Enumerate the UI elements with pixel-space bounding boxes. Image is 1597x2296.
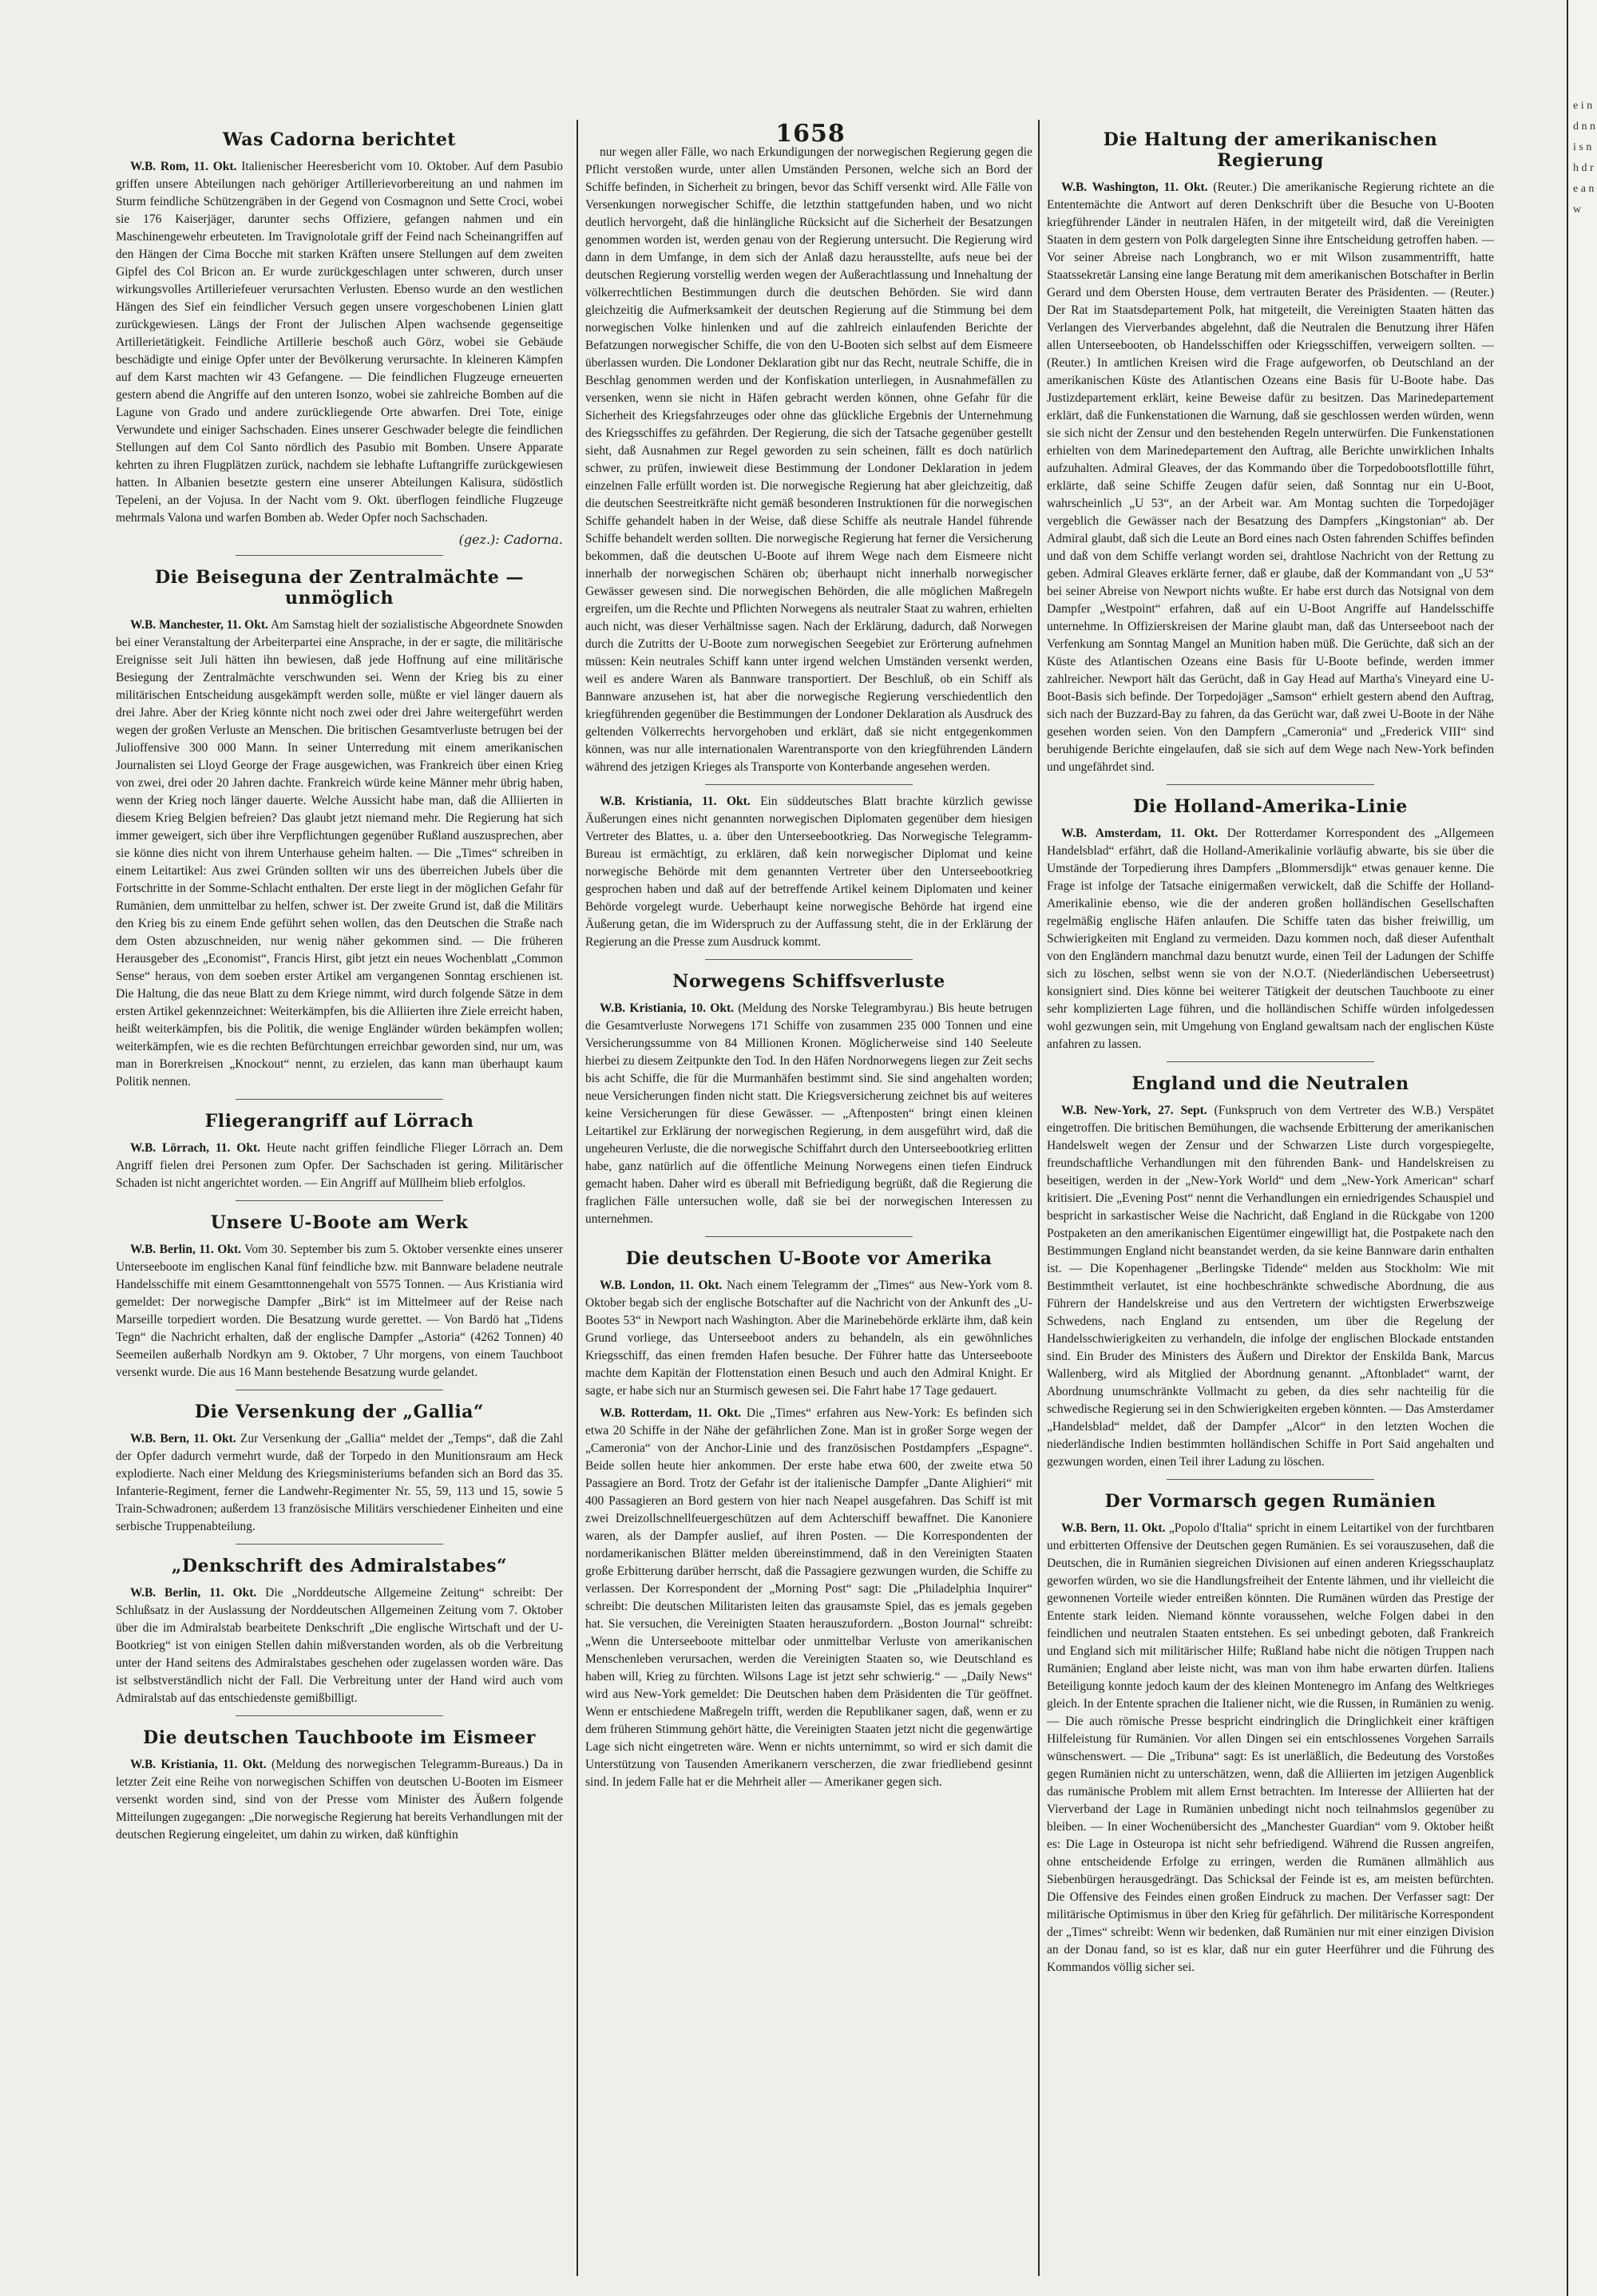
article-body: [585, 1000, 1032, 1228]
dateline: W.B. Washington, 11. Okt.: [1061, 180, 1208, 194]
dateline: W.B. London, 11. Okt.: [600, 1279, 723, 1292]
body-text: Heute nacht griffen feindliche Flieger Lörrach an. Dem Angriff fielen drei Personen zum Opfer. Der Sachschaden ist gering. Militärischer Schaden ist nicht angerichtet worden. — Ein Angriff auf Müllheim blieb erfolglos.: [116, 1141, 563, 1190]
dateline: W.B. Amsterdam, 11. Okt.: [1061, 827, 1219, 840]
body-text: Die „Norddeutsche Allgemeine Zeitung“ schreibt: Der Schlußsatz in der Auslassung der Norddeutschen Allgemeinen Zeitung vom 7. Oktober über die im Admiralstab bearbeitete Denkschrift „Die englische Wirtschaft und der U-Bootkrieg“ ist von einigen Stellen dahin mißverstanden worden, als ob die Verbreitung unter der Hand seitens des Admiralstabes geschehen oder zugelassen worden wäre. Das ist selbstverständlich nicht der Fall. Die Verbreitung unter der Hand wird auch vom Admiralstab auf das entschiedenste gemißbilligt.: [116, 1586, 563, 1705]
separator: [236, 555, 443, 556]
separator: [1167, 1479, 1374, 1480]
article-u-boote-amerika: [585, 1248, 1032, 1400]
separator: [1167, 1061, 1374, 1062]
article-body: [585, 793, 1032, 951]
separator: [1167, 784, 1374, 785]
adjacent-page-edge: [1567, 0, 1597, 2296]
article-eismeer: [116, 1727, 563, 1844]
article-body: [116, 158, 563, 527]
dateline: W.B. Berlin, 11. Okt.: [130, 1243, 241, 1256]
article-rotterdam: [585, 1405, 1032, 1791]
headline: Die Haltung der amerikanischen Regierung: [1103, 129, 1438, 171]
article-cadorna: [116, 129, 563, 547]
separator: [705, 1236, 913, 1237]
headline: Die deutschen Tauchboote im Eismeer: [143, 1727, 536, 1748]
article-loerrach: [116, 1111, 563, 1192]
article-body: [1047, 825, 1494, 1053]
article-body: [1047, 1520, 1494, 1977]
body-text: nur wegen aller Fälle, wo nach Erkundigungen der norwegischen Regierung gegen die Pflicht verstoßen wurde, unter allen Umständen Personen, welche sich an Bord der Schiffe befinden, in Sicherheit zu bringen, bevor das Schiff versenkt wird. Alle Fälle von Versenkungen norwegischer Schiffe, die letzthin stattgefunden haben, und wo nicht deutlich hervorgeht, daß die hinlängliche Rücksicht auf die Sicherheit der Besatzungen genommen worden ist, werden genau von der Regierung untersucht. Die Regierung wird dann in dem Umfange, in dem sich der Anlaß dazu herausstellte, aufs neue bei der deutschen Regierung vorstellig werden wegen der Außerachtlassung und Innehaltung der völkerrechtlichen Bestimmungen durch die deutschen Behörden. Sie wird dann gleichzeitig die Aufmerksamkeit der deutschen Regierung auf die Stimmung bei dem norwegischen Volke hinlenken und auf die zahlreich einlaufenden Berichte der Befatzungen norwegischer Schiffe, die von den U-Booten sich selbst auf dem Eismeere überlassen wurden. Die Londoner Deklaration gibt nur das Recht, neutrale Schiffe, die in Beschlag genommen werden und der Konfiskation unterliegen, in Ausnahmefällen zu versenken, wenn sie nicht in Häfen gebracht werden können, ohne Gefahr für die Sicherheit des Kriegsfahrzeuges oder ohne das glückliche Ergebnis der Unternehmung des Kriegsschiffes zu gefährden. Der Regierung, die sich der Tatsache gegenüber gestellt sieht, daß Ausnahmen zur Regel geworden zu sein scheinen, fällt es doch natürlich schwer, zu prüfen, inwieweit diese Bestimmung der Londoner Deklaration in jedem einzelnen Falle erfüllt worden ist. Die norwegische Regierung hat aber gleichzeitig, daß die deutschen Seestreitkräfte nicht gemäß besonderen Instruktionen für die norwegischen Schiffe gehandelt haben in der Weise, daß diese Schiffe als neutrale Handel führende Schiffe behandelt werden sollten. Die norwegische Regierung hat ferner die Versicherung bekommen, daß die deutschen U-Boote auf ihrem Wege nach dem Eismeere nicht innerhalb der norwegischen Schären ob; überhaupt nicht innerhalb norwegischer Gewässer gewesen sind. Die norwegischen Behörden, die alle möglichen Maßregeln ergreifen, um die Rechte und Pflichten Norwegens als neutraler Staat zu wahren, erhielten auch nicht, was dieser Verhältnisse sagen. Nach der Erklärung, dadurch, daß Norwegen durch die Zutritts der U-Boote zum norwegischen Seegebiet zur Erörterung aufnehmen müssen: Kein neutrales Schiff kann unter irgend welchen Umständen versenkt werden, weil es andere Waren als Bannware transportiert. Der Beschluß, ob ein Schiff als Bannware anzusehen ist, hat aber die norwegische Regierung verschiedentlich den kriegführenden gegenüber die Bestimmungen der Londoner Deklaration als Ausdruck des geltenden Völkerrechts hervorgehoben und erklärt, daß sie nicht entgegenkommen können, was nur alle internationalen Warentransporte von den kriegführenden Ländern während des jetzigen Krieges als Transporte von Konterbande angesehen werden.: [585, 145, 1032, 774]
adjacent-page-text: e i n d n n i s n h d r e a n w: [1573, 100, 1595, 216]
headline: Die Holland-Amerika-Linie: [1133, 796, 1408, 817]
dateline: W.B. Bern, 11. Okt.: [130, 1432, 236, 1445]
headline: Die Versenkung der „Gallia“: [194, 1402, 485, 1422]
article-eismeer-continued: [585, 144, 1032, 776]
article-amerikanische-regierung: [1047, 129, 1494, 776]
body-text: (Funkspruch von dem Vertreter des W.B.) Verspätet eingetroffen. Die britischen Bemühungen, die wachsende Erbitterung der amerikanischen Handelswelt wegen der Zensur und der Schwarzen Liste durch vorgespiegelte, freundschaftliche Verhandlungen mit den führenden Bank- und Handelskreisen zu beseitigen, werden in der „New-York World“ und dem „New-York American“ scharf kritisiert. Die „Evening Post“ nennt die Verhandlungen ein erniedrigendes Schauspiel und bespricht in sarkastischer Weise die Nachricht, daß England in die Rückgabe von 1200 Postpaketen an den amerikanischen Eigentümer eingewilligt hat, die Postpakete nach den Bestimmungen England nicht beanstandet werden, da sie keine Bannware darin enthalten ist. — Die Kopenhagener „Berlingske Tidende“ melden aus Stockholm: Wie mit Bestimmtheit verlautet, ist eine hochbeschränkte schwedische Abordnung, die aus Führern der Handelskreise und aus den Vertretern der wichtigsten Erwerbszweige Schwedens, nach England zu entsenden, um über die Regelung der Handelsschwierigkeiten zu verhandeln, die infolge der englischen Blockade entstanden sind. Ein Bruder des Ministers des Äußern und Direktor der Enskilda Bank, Marcus Wallenberg, wird als Mitglied der Abordnung genannt. „Aftonbladet“ warnt, der Abordnung unumschränkte Vollmacht zu geben, da dies sehr nachteilig für die schwedische Regierung sei in den Schwierigkeiten ergeben könnten. — Das Amsterdamer „Handelsblad“ meldet, daß der Dampfer „Alcor“ in den letzten Wochen die niederländische Indien bestimmten holländischen Schiffe in Port Said angehalten und gezwungen worden, einen Teil ihrer Ladung zu löschen.: [1047, 1104, 1494, 1469]
body-text: (Meldung des norwegischen Telegramm-Bureaus.) Da in letzter Zeit eine Reihe von norwegischen Schiffen von deutschen U-Booten im Eismeer versenkt worden sind, sind von der Presse vom Minister des Äußern folgende Mitteilungen zugegangen: „Die norwegische Regierung hat bereits Verhandlungen mit der deutschen Regierung eingeleitet, um dahin zu wirken, daß künftighin: [116, 1758, 563, 1842]
article-schiffsverluste: [585, 971, 1032, 1228]
headline: Was Cadorna berichtet: [223, 129, 456, 150]
article-body: [116, 1241, 563, 1382]
body-text: Am Samstag hielt der sozialistische Abgeordnete Snowden bei einer Veranstaltung der Arbeiterpartei eine Ansprache, in der er sagte, die militärische Ereignisse seit Juli hätten ihn bewiesen, daß jede Hoffnung auf eine militärische Besiegung der Zentralmächte verschwunden sei. Wenn der Krieg bis zu einer militärischen Entscheidung ausgekämpft werden solle, müßte er viel länger dauern als drei Jahre. Aber der Krieg könnte nicht noch zwei oder drei Jahre weitergeführt werden wegen der großen Verluste an Menschen. Die britischen Gesamtverluste betrugen bei der Julioffensive 300 000 Mann. In seiner Unterredung mit einem amerikanischen Journalisten sei Lloyd George der Frage ausgewichen, was Frankreich über einen Krieg von zwei, drei oder 20 Jahren dachte. Frankreich würde keine Männer mehr übrig haben, wenn der Krieg noch länger dauerte. Welche Aussicht habe man, daß die Alliierten in diesem Krieg Belgien befreien? Das glaubt jetzt niemand mehr. Die Regierung hat sich immer geweigert, sich über ihre Verpflichtungen gegenüber Rußland auszusprechen, aber sie könne dies nicht von ihrem Unterhause geheim halten. — Die „Times“ schreiben in einem Leitartikel: Aus zwei Gründen sollten wir uns des überreichen Jubels über die Fortschritte in der Somme-Schlacht enthalten. Der erste liegt in der möglichen Gefahr für Rumänien, dem unmittelbar zu helfen, schwer ist. Der zweite Grund ist, daß die Militärs den Krieg bis zu einem Ende geführt sehen wollen, das den Deutschen die Straße nach dem Osten abzuschneiden, nur wenig näher gekommen sind. — Die früheren Herausgeber des „Economist“, Francis Hirst, gibt jetzt ein neues Wochenblatt „Common Sense“ heraus, von dem soeben erster Artikel am vergangenen Sonntag erschienen ist. Die Haltung, die das neue Blatt zu dem Kriege nimmt, wird durch folgende Sätze in dem ersten Artikel gekennzeichnet: Weiterkämpfen, bis die Alliierten ihre Ziele erreicht haben, heißt weiterkämpfen, bis die Politik, die wenige Engländer würden bekämpfen wollen; weiterkämpfen, wie es die rechten Befürchtungen erreichbar geworden sind, nur um, was man in Borerkreisen „Knockout“ nennt, zu erzielen, das kann man überhaupt kaum Politik nennen.: [116, 618, 563, 1089]
article-body: [116, 1140, 563, 1192]
headline: Unsere U-Boote am Werk: [210, 1212, 469, 1233]
article-gallia: [116, 1402, 563, 1536]
article-body: [585, 1405, 1032, 1791]
dateline: W.B. Rotterdam, 11. Okt.: [600, 1406, 742, 1420]
article-body: [116, 1430, 563, 1536]
page-number: 1658: [775, 120, 846, 148]
body-text: Der Rotterdamer Korrespondent des „Allgemeen Handelsblad“ erfährt, daß die Holland-Amerikalinie vorläufig abwarte, bis sie über die Umstände der Torpedierung ihres Dampfers „Blommersdijk“ etwas genauer kenne. Die Frage ist infolge der Tatsache einigermaßen verwickelt, daß die Schiffe der Holland-Amerikalinie ebenso, wie die der anderen großen holländischen Gesellschaften regelmäßig englische Häfen anlaufen. Die Schiffe taten das bisher freiwillig, um Schwierigkeiten mit England zu vermeiden. Dazu kommen noch, daß dieser Aufenthalt von den Engländern manchmal dazu benutzt wurde, einen Teil der Ladungen der Schiffe sich zu löschen, selbst wenn sie von der N.O.T. (Niederländischen Ueberseetrust) konsigniert sind. Dies könne bei weiterer Tätigkeit der deutschen Tauchboote zu einer sehr komplizierten Lage führen, und die holländischen Schiffe würden infolgedessen wohl gezwungen sein, mit Umgehung von England gewaltsam nach der englischen Küste anfahren zu lassen.: [1047, 827, 1494, 1051]
headline: Die Beiseguna der Zentralmächte — unmöglich: [155, 567, 524, 609]
headline: England und die Neutralen: [1131, 1073, 1409, 1094]
dateline: W.B. Kristiania, 10. Okt.: [600, 1001, 734, 1015]
column-2: [585, 144, 1032, 2292]
article-u-boote-werk: [116, 1212, 563, 1382]
article-body: [116, 1756, 563, 1844]
separator: [236, 1200, 443, 1201]
body-text: Ein süddeutsches Blatt brachte kürzlich gewisse Äußerungen eines nicht genannten norwegischen Diplomaten gegenüber dem hiesigen Vertreter des Blattes, u. a. über den Unterseebootkrieg. Das Norwegische Telegramm-Bureau ist ermächtigt, zu erklären, daß kein norwegischer Diplomat und keine norwegische Behörde mit dem genannten Vertreter über den Unterseebootkrieg gesprochen haben und daß auf der betreffende Artikel keinem Diplomaten und keiner Behörde vorgelegt wurde. Ueberhaupt keine norwegische Behörde hat irgend eine Äußerung getan, die im Widerspruch zu der Auffassung steht, die in der Erklärung der Regierung an die Presse zum Ausdruck kommt.: [585, 795, 1032, 949]
article-body: [1047, 1102, 1494, 1471]
article-zentralmaechte: [116, 567, 563, 1091]
body-text: Nach einem Telegramm der „Times“ aus New-York vom 8. Oktober begab sich der englische Botschafter auf die Nachricht von der Ankunft des „U-Bootes 53“ in Newport nach Washington. Aber die Marinebehörde erklärte ihm, daß kein Grund vorliege, das Unterseeboot anders zu behandeln, als ein gewöhnliches Kriegsschiff, das einen fremden Hafen besuche. Der Führer hatte das Unterseeboote machte dem Kapitän der Flottenstation einen Besuch und auch den Admiral Knight. Er sagte, er habe sich nur an Sturmisch gewesen sei. Die Fahrt habe 17 Tage gedauert.: [585, 1279, 1032, 1398]
dateline: W.B. Berlin, 11. Okt.: [130, 1586, 257, 1600]
dateline: W.B. Kristiania, 11. Okt.: [130, 1758, 267, 1771]
article-body: [116, 1584, 563, 1707]
dateline: W.B. Rom, 11. Okt.: [130, 160, 237, 173]
dateline: W.B. Kristiania, 11. Okt.: [600, 795, 751, 808]
dateline: W.B. Bern, 11. Okt.: [1061, 1521, 1166, 1535]
article-body: [1047, 179, 1494, 776]
separator: [236, 1715, 443, 1716]
body-text: Die „Times“ erfahren aus New-York: Es befinden sich etwa 20 Schiffe in der Nähe der gefährlichen Zone. Man ist in großer Sorge wegen der „Cameronia“ von der Anchor-Linie und des französischen Postdampfers „Espagne“. Beide sollen heute hier ankommen. Der erste habe etwa 600, der zweite etwa 50 Passagiere an Bord. Trotz der Gefahr ist der italienische Dampfer „Dante Alighieri“ mit 400 Passagieren an Bord gestern von hier nach Neapel ausgefahren. Das Schiff ist mit zwei Dreizollschnellfeuergeschützen auf dem Achterschiff bewaffnet. Die Kanoniere waren, als der Dampfer auslief, auf ihren Posten. — Die Korrespondenten der nordamerikanischen Blätter melden übereinstimmend, daß in den Vereinigten Staaten große Erbitterung darüber herrscht, daß die Passagiere gezwungen wurden, die Schiffe zu verlassen. Der Korrespondent der „Morning Post“ sagt: Die „Philadelphia Inquirer“ schreibt: Die deutschen Militaristen leiten das grausamste Spiel, das es jemals gegeben hat. Sie versuchen, die Vereinigten Staaten herauszufordern. „Boston Journal“ schreibt: „Wenn die Unterseeboote mittelbar oder unmittelbar Verluste von amerikanischen Menschenleben verursachen, werden die Vereinigten Staaten so, wie Deutschland es haben will, Krieg zu fürchten. Wilsons Lage ist jetzt sehr schwierig.“ — „Daily News“ wird aus New-York gemeldet: Die Deutschen haben dem Präsidenten die Tür geöffnet. Wenn er entschiedene Maßregeln trifft, werden die Republikaner sagen, daß, wenn er zu dem früheren Stimmung gehört hätte, die Vereinigten Staaten jetzt nicht die gegenwärtige Lage sich nicht eingetreten wäre. Wenn er nichts unternimmt, so wird er sich damit die Unterstützung von Tausenden Amerikanern verscherzen, die zwar friedliebend gesinnt sind. In jedem Falle hat er die Mehrheit aller — Amerikaner gegen sich.: [585, 1406, 1032, 1789]
headline: Fliegerangriff auf Lörrach: [204, 1111, 474, 1132]
headline: Norwegens Schiffsverluste: [672, 971, 945, 992]
article-denkschrift: [116, 1556, 563, 1707]
body-text: Zur Versenkung der „Gallia“ meldet der „Temps“, daß die Zahl der Opfer dadurch vermehrt wurde, daß der Torpedo in den Munitionsraum am Heck explodierte. Nach einer Meldung des Kriegsministeriums befanden sich an Bord das 35. Infanterie-Regiment, ferner die Landwehr-Regimenter Nr. 55, 59, 113 und 15, sowie 5 Train-Schwadronen; außerdem 13 französische Militärs verschiedener Einheiten und eine serbische Truppenabteilung.: [116, 1432, 563, 1533]
headline: Der Vormarsch gegen Rumänien: [1104, 1491, 1437, 1512]
article-kristiania-diplomat: [585, 793, 1032, 951]
headline: Die deutschen U-Boote vor Amerika: [625, 1248, 993, 1269]
article-body: [585, 1277, 1032, 1400]
headline: „Denkschrift des Admiralstabes“: [171, 1556, 508, 1576]
article-vormarsch-rumaenien: [1047, 1491, 1494, 1977]
column-rule: [1038, 120, 1040, 2276]
body-text: „Popolo d'Italia“ spricht in einem Leitartikel von der furchtbaren und erbitterten Offensive der Deutschen gegen Rumänien. Es sei vorauszusehen, daß die Deutschen, die in Rumänien siegreichen Divisionen auf einen anderen Kriegsschauplatz geworfen würden, wo sie die Handlungsfreiheit der Entente lähmen, und ihr vielleicht die gewonnenen Vorteile wieder entreißen könnten. Die Rumänen würden das Prestige der Entente stark leiden. Niemand könnte voraussehen, welche Folgen dabei in den feindlichen und neutralen Staaten entstehen. Es sei unbedingt geboten, daß Frankreich und England sich mit militärischer Hilfe; Rußland habe nicht die nötigen Truppen nach Rumänien; England aber leiste nicht, was man von ihm habe erwarten dürfen. Italiens Beteiligung konnte jedoch kaum der des kleinen Montenegro im Anfang des Weltkrieges gleich. In der Entente sprachen die Italiener nicht, wie die Russen, in Rumänien zu wenig. — Die auch römische Presse bespricht eindringlich die Dringlichkeit einer kräftigen Hilfeleistung für Rumänien. Vor allen Dingen sei ein entschlossenes Vorgehen Sarrails wünschenswert. — Die „Tribuna“ sagt: Es ist unerläßlich, die Bedeutung des Vorstoßes gegen Rumänien nicht zu unterschätzen, wenn, daß die Alliierten im jetzigen Augenblick das rumänische Problem mit allem Ernst betrachten. Im Interesse der Alliierten hat der Vierverband der Lage in Rumänien unbedingt nicht noch teilnahmslos gegenüber zu bleiben. — In einer Wochenübersicht des „Manchester Guardian“ vom 9. Oktober heißt es: Die Lage in Osteuropa ist nicht sehr befriedigend. Während die Russen angreifen, ohne entscheidende Erfolge zu erringen, werden die Rumänen allmählich aus Siebenbürgen herausgedrängt. Das Schicksal der Feinde ist es, am meisten befürchten. Die Offensive des Feindes einen großen Eindruck zu machen. Der Verfasser sagt: Der militärische Optimismus in über den Krieg für gefährlich. Der militärische Korrespondent der „Times“ schreibt: Wenn wir bedenken, daß Rumänien nur mit einer einzigen Division an der Donau fand, so ist es klar, daß nur ein guter Heerführer und die Führung des Kommandos völlig sicher sei.: [1047, 1521, 1494, 1974]
body-text: (Reuter.) Die amerikanische Regierung richtete an die Ententemächte die Antwort auf deren Denkschrift über die Besuche von U-Booten kriegführender Länder in neutralen Häfen, in der mitgeteilt wird, daß die Vereinigten Staaten in dem gestern von Polk dargelegten Sinne ihre Entscheidung getroffen haben. — Vor seiner Abreise nach Longbranch, wo er mit Wilson zusammentrifft, hatte Staatssekretär Lansing eine lange Beratung mit dem amerikanischen Botschafter in Berlin Gerard und dem Obersten House, dem vertrauten Berater des Präsidenten. — (Reuter.) Der Rat im Staatsdepartement Polk, hat mitgeteilt, die Vereinigten Staaten hätten das Verlangen des Vierverbandes abgelehnt, daß die Neutralen die Benutzung ihrer Häfen allen Unterseebooten, ob Handelsschiffen oder Kriegsschiffen, verweigern sollten. — (Reuter.) In amtlichen Kreisen wird die Frage aufgeworfen, ob Deutschland an der amerikanischen Küste des Atlantischen Ozeans eine Basis für U-Boote habe. Das Justizdepartement erklärt, keine Beweise dafür zu besitzen. Das Marinedepartement erklärt, daß die Funkenstationen die Warnung, daß sie geschlossen werden würden, wenn sie sich nicht der Zensur und den bestehenden Regeln unterwürfen. Die Funkenstationen erhielten von dem Marinedepartement den Auftrag, alle Berichte unwirklichen Inhalts aufzuhalten. Admiral Gleaves, der das Kommando über die Torpedobootsflottille führt, erklärte, daß seine Schiffe Zeugen dafür seien, daß Sonntag nur ein U-Boot, wahrscheinlich „U 53“, an der Arbeit war. Am Montag suchten die Torpedojäger vergeblich die Gewässer nach der Besatzung des Dampfers „Kingstonian“ ab. Der Admiral glaubt, daß sich die Leute an Bord eines nach Osten fahrenden Schiffes befinden und daß von dem Schiffe verlangt worden sei, drahtlose Nachricht von der Rettung zu geben. Admiral Gleaves erklärte ferner, daß er glaube, daß der Kommandant von „U 53“ bei seiner Abreise von Newport nichts wußte. Er habe erst durch das Notsignal von dem Dampfer „Westpoint“ erfahren, daß auf ein U-Boot Angriffe auf Handelsschiffe unternehme. In Offizierskreisen der Marine glaubt man, daß das Unterseeboot nach der Verfenkung am Sonntag Mangel an Munition haben müß. Die Gerüchte, daß sich an der Küste des Atlantischen Ozeans eine Basis für U-Boote befinde, werden immer zahlreicher. Newport hält das Gerücht, daß in Gay Head auf Martha's Vineyard eine U-Boot-Basis sich befinde. Der Torpedojäger „Samson“ erhielt gestern abend den Auftrag, sich nach der Buzzard-Bay zu fahren, da das Gerücht war, daß zwei U-Boote in der Nähe gesehen worden seien. Von den Dampfern „Cameronia“ und „Frederick VIII“ sind beruhigende Berichte eingelaufen, daß sie sich auf dem Wege nach New-York befinden und ungefährdet sind.: [1047, 180, 1494, 774]
column-3: [1047, 128, 1494, 2276]
dateline: W.B. Lörrach, 11. Okt.: [130, 1141, 260, 1155]
dateline: W.B. New-York, 27. Sept.: [1061, 1104, 1207, 1117]
dateline: W.B. Manchester, 11. Okt.: [130, 618, 268, 632]
article-holland-amerika: [1047, 796, 1494, 1053]
signature: (gez.): Cadorna.: [458, 532, 563, 547]
separator: [236, 1544, 443, 1545]
separator: [705, 959, 913, 960]
article-body: [116, 617, 563, 1091]
body-text: (Meldung des Norske Telegrambyrau.) Bis heute betrugen die Gesamtverluste Norwegens 171 Schiffe von zusammen 235 000 Tonnen und eine Versicherungssumme von 84 Millionen Kronen. Möglicherweise sind 140 Seeleute hierbei zu diesem Zeitpunkte den Tod. In den Häfen Nordnorwegens liegen zur Zeit sechs bis acht Schiffe, die für die Murmanhäfen bestimmt sind. Sie sind angehalten worden; neue Versicherungen finden nicht statt. Die Kriegsversicherung zeichnet bis auf weiteres keine Versicherungen für diese Gewässer. — „Aftenposten“ bringt einen kleinen Leitartikel zur Erklärung der norwegischen Regierung, in dem ausgeführt wird, daß die ungeheuren Verluste, die die norwegische Schiffahrt durch den Unterseebootkrieg erlitten habe, ganz natürlich auf die öffentliche Meinung Norwegens einen tiefen Eindruck gemacht haben. Daher wird es überall mit Befriedigung begrüßt, daß die Regierung die fraglichen Fälle untersuchen wolle, daß sie bei der norwegischen Interessen zu unternehmen.: [585, 1001, 1032, 1226]
separator: [705, 784, 913, 785]
body-text: Vom 30. September bis zum 5. Oktober versenkte eines unserer Unterseeboote im englischen Kanal fünf feindliche bzw. mit Bannware beladene neutrale Handelsschiffe mit einem Gesamttonnengehalt von 5575 Tonnen. — Aus Kristiania wird gemeldet: Der norwegische Dampfer „Birk“ ist im Mittelmeer auf der Reise nach Marseille torpediert worden. Die Besatzung wurde gerettet. — Von Bardö hat „Tidens Tegn“ die Nachricht erhalten, daß der englische Dampfer „Astoria“ (4262 Tonnen) 40 Seemeilen außerhalb Nordkyn am 9. Oktober, 7 Uhr morgens, von einem Tauchboot versenkt wurde. Die aus 16 Mann bestehende Besatzung wurde gelandet.: [116, 1243, 563, 1379]
separator: [236, 1099, 443, 1100]
column-rule: [577, 120, 578, 2276]
article-body: [585, 144, 1032, 776]
article-england-neutralen: [1047, 1073, 1494, 1471]
body-text: Italienischer Heeresbericht vom 10. Oktober. Auf dem Pasubio griffen unsere Abteilungen nach gehöriger Artillerievorbereitung an und nahmen im Sturm feindliche Schützengräben in der Gegend von Cosmagnon und Sette Croci, wobei sie 176 Kaiserjäger, darunter sechs Offiziere, gefangen nahmen und ein Maschinengewehr erbeuteten. Im Travignolotale griff der Feind nach Scheinangriffen auf den Hängen der Cima Bocche mit starken Kräften unsere Stellungen auf dem zweiten Gipfel des Col Bricon an. Er wurde zurückgeschlagen unter schweren, durch unser wirkungsvolles Artilleriefeuer verursachten Verlusten. Ebenso wurde an den westlichen Hängen des Sief ein feindlicher Versuch gegen unsere vorgeschobenen Linien glatt zurückgewiesen. Längs der Front der Julischen Alpen wachsende gegenseitige Artillerietätigkeit. Feindliche Artillerie beschoß auch Görz, wobei sie Gebäude beschädigte und einige Opfer unter der Bevölkerung verursachte. In kleineren Kämpfen auf dem Karst machten wir 43 Gefangene. — Die feindlichen Flugzeuge erneuerten gestern abend die Angriffe auf den unteren Isonzo, wobei sie zahlreiche Bomben auf die Lagune von Grado und andere zurückliegende Orte abwarfen. Drei Tote, einige Verwundete und einiger Sachschaden. Eines unserer Geschwader belegte die feindlichen Stellungen auf dem Col Santo nördlich des Pasubio mit Bomben. Unsere Apparate kehrten zu ihren Flugplätzen zurück, nachdem sie lebhafte Luftangriffe zurückgewiesen hatten. In Albanien besetzte gestern eine unserer Abteilungen Kalisura, südöstlich Tepeleni, an der Vojusa. In der Nacht vom 9. Okt. überflogen feindliche Flugzeuge mehrmals Valona und warfen Bomben ab. Weder Opfer noch Sachschaden.: [116, 160, 563, 525]
column-1: [116, 128, 563, 2276]
